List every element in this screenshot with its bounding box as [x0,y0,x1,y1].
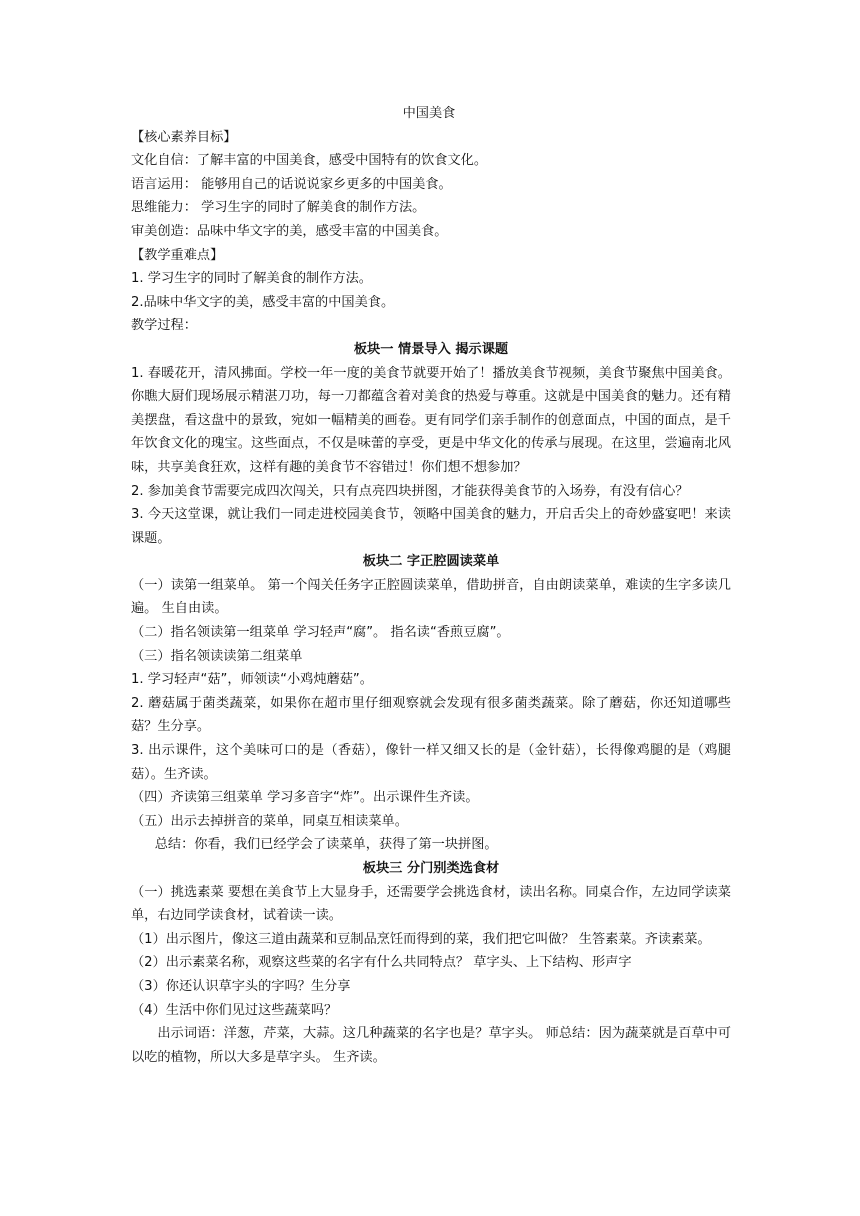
block2-paragraph-6: 3. 出示课件，这个美味可口的是（香菇），像针一样又细又长的是（金针菇），长得像鸡腿的是（鸡腿菇）。生齐读。 [131,743,731,782]
block2-paragraph-3: （三）指名领读读第二组菜单 [131,648,303,664]
block3-paragraph-2: （1）出示图片，像这三道由蔬菜和豆制品烹饪而得到的菜，我们把它叫做？ 生答素菜。齐读素菜。 [131,931,711,947]
block3-paragraph-5: （4）生活中你们见过这些蔬菜吗？ [131,1002,338,1018]
key-point-item: 2.品味中华文字的美，感受丰富的中国美食。 [131,294,395,310]
block1-paragraph-2: 2. 参加美食节需要完成四次闯关，只有点亮四块拼图，才能获得美食节的入场券，有没有信心？ [131,483,689,499]
key-points-header: 【教学重难点】 [131,247,224,263]
process-label: 教学过程： [131,318,197,334]
block1-heading: 板块一 情景导入 揭示课题 [353,341,509,357]
block2-paragraph-5: 2. 蘑菇属于菌类蔬菜，如果你在超市里仔细观察就会发现有很多菌类蔬菜。除了蘑菇，你还知道哪些菇？生分享。 [131,695,731,735]
document-title: 中国美食 [402,106,456,121]
block2-summary: 总结：你看，我们已经学会了读菜单，获得了第一块拼图。 [154,837,498,853]
block2-paragraph-1: （一）读第一组菜单。 第一个闯关任务字正腔圆读菜单，借助拼音，自由朗读菜单，难读的生字多读几遍。 生自由读。 [131,577,731,617]
document-page [131,102,731,1069]
block3-heading: 板块三 分门别类选食材 [362,861,500,876]
block1-paragraph-3: 3. 今天这堂课，就让我们一同走进校园美食节，领略中国美食的魅力，开启舌尖上的奇妙盛宴吧！来读课题。 [131,507,731,546]
block3-paragraph-3: （2）出示素菜名称，观察这些菜的名字有什么共同特点？ 草字头、上下结构、形声字 [131,955,632,971]
core-goals-header: 【核心素养目标】 [131,129,237,145]
key-point-item: 1. 学习生字的同时了解美食的制作方法。 [131,271,372,287]
block2-paragraph-4: 1. 学习轻声“菇”，师领读“小鸡炖蘑菇”。 [131,672,373,688]
block2-heading: 板块二 字正腔圆读菜单 [362,554,500,570]
core-goal-item: 语言运用： 能够用自己的话说说家乡更多的中国美食。 [131,176,452,192]
block3-paragraph-6: 出示词语：洋葱，芹菜，大蒜。这几种蔬菜的名字也是？草字头。 师总结：因为蔬菜就是百草中可以吃的植物，所以大多是草字头。 生齐读。 [131,1026,731,1065]
core-goal-item: 文化自信：了解丰富的中国美食，感受中国特有的饮食文化。 [131,153,488,169]
block1-paragraph-1: 1. 春暖花开，清风拂面。学校一年一度的美食节就要开始了！播放美食节视频，美食节聚焦中国美食。你瞧大厨们现场展示精湛刀功，每一刀都蕴含着对美食的热爱与尊重。这就是中国美食的魅力。还有精美摆盘，看这盘中的景致，宛如一幅精美的画卷。更有同学们亲手制作的创意面点，中国的面点，是千年饮食文化的瑰宝。这些面点，不仅是味蕾的享受，更是中华文化的传承与展现。在这里，尝遍南北风味，共享美食狂欢，这样有趣的美食节不容错过！你们想不想参加？ [131,365,731,475]
core-goal-item: 审美创造：品味中华文字的美，感受丰富的中国美食。 [131,223,448,239]
core-goal-item: 思维能力： 学习生字的同时了解美食的制作方法。 [131,200,426,216]
block2-paragraph-7: （四）齐读第三组菜单 学习多音字“炸”。出示课件生齐读。 [131,790,479,806]
block3-paragraph-1: （一）挑选素菜 要想在美食节上大显身手，还需要学会挑选食材，读出名称。同桌合作，左边同学读菜单，右边同学读食材，试着读一读。 [131,884,731,924]
block3-paragraph-4: （3）你还认识草字头的字吗？生分享 [131,978,351,994]
block2-paragraph-2: （二）指名领读第一组菜单 学习轻声“腐”。 指名读“香煎豆腐”。 [131,625,510,641]
block2-paragraph-8: （五）出示去掉拼音的菜单，同桌互相读菜单。 [131,813,408,829]
